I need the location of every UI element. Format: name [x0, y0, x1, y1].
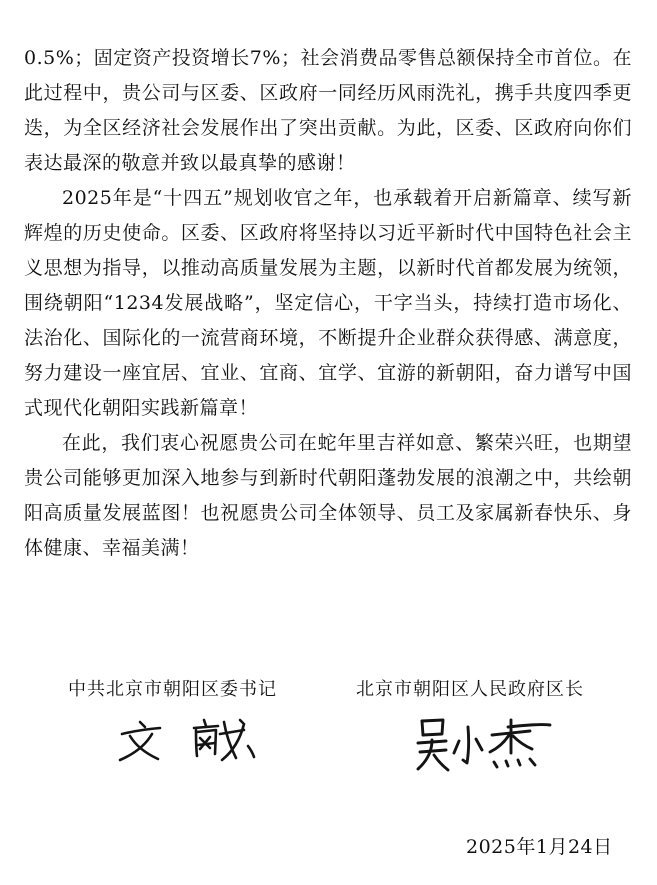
party-secretary-title: 中共北京市朝阳区委书记 [68, 679, 277, 700]
letter-date: 2025年1月24日 [466, 836, 613, 858]
district-mayor-title: 北京市朝阳区人民政府区长 [356, 679, 584, 700]
party-secretary-signature [112, 712, 277, 772]
paragraph-development-plan: 2025年是“十四五”规划收官之年，也承载着开启新篇章、续写新辉煌的历史使命。区委、区政府将坚持以习近平新时代中国特色社会主义思想为指导，以推动高质量发展为主题，以新时代首都发展为统领，围绕朝阳“1234发展战略”，坚定信心，干字当头，持续打造市场化、法治化、国际化的一流营商环境，不断提升企业群众获得感、满意度，努力建设一座宜居、宜业、宜商、宜学、宜游的新朝阳，奋力谱写中国式现代化朝阳实践新篇章！ [24, 187, 632, 419]
paragraph-closing-results: 0.5%；固定资产投资增长7%；社会消费品零售总额保持全市首位。在此过程中，贵公司与区委、区政府一同经历风雨洗礼，携手共度四季更迭，为全区经济社会发展作出了突出贡献。为此，区委、区政府向你们表达最深的敬意并致以最真挚的感谢！ [24, 47, 632, 174]
district-mayor-signature [412, 715, 557, 777]
letter-body [24, 41, 632, 566]
paragraph-new-year-wishes: 在此，我们衷心祝愿贵公司在蛇年里吉祥如意、繁荣兴旺，也期望贵公司能够更加深入地参与到新时代朝阳蓬勃发展的浪潮之中，共绘朝阳高质量发展蓝图！也祝愿贵公司全体领导、员工及家属新春快乐、身体健康、幸福美满！ [24, 432, 632, 559]
